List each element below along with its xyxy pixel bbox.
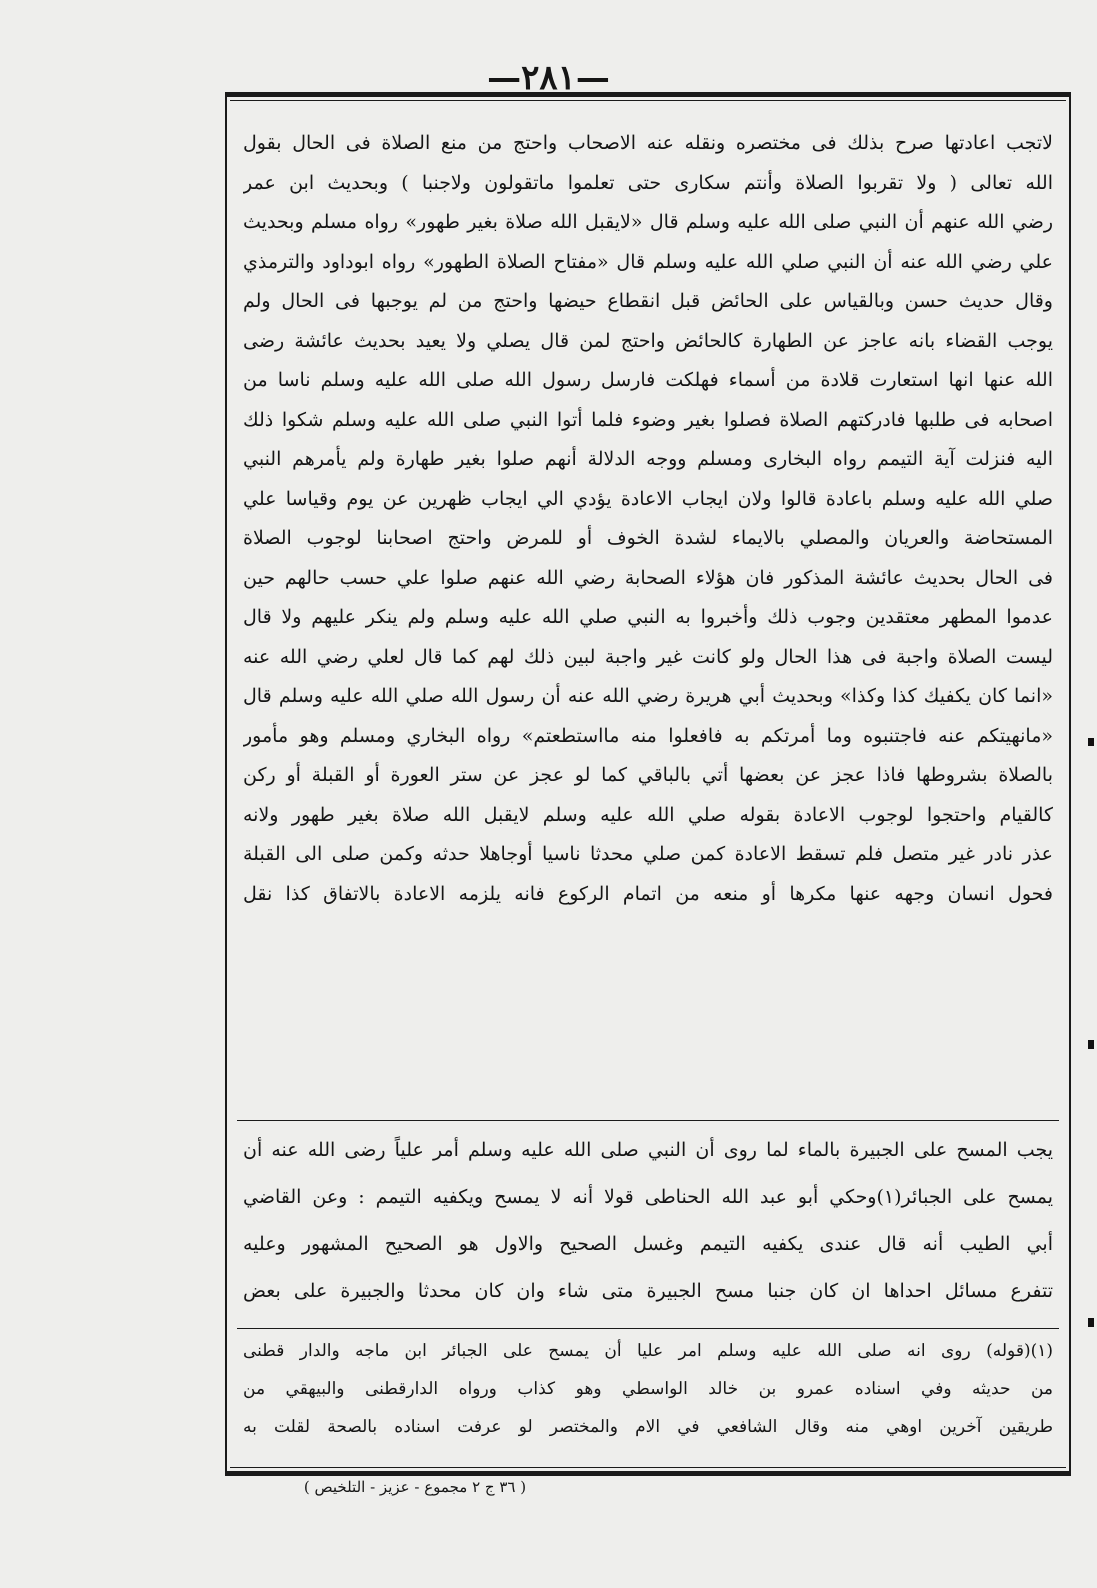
footnote-line: من حديثه وفي اسناده عمرو بن خالد الواسطي وهو كذاب ورواه الدارقطنى والبيهقي من	[243, 1379, 1053, 1399]
main-text-block	[243, 124, 1053, 914]
printer-signature: ( ٣٦ ج ٢ مجموع - عزيز - التلخيص )	[303, 1478, 527, 1496]
main-text-line: الله تعالى ( ولا تقربوا الصلاة وأنتم سكارى حتى تعلموا ماتقولون ولاجنبا ) وبحديث ابن عمر	[243, 171, 1053, 194]
margin-mark	[1088, 738, 1094, 746]
main-text-line: كالقيام واحتجوا لوجوب الاعادة بقوله صلي الله عليه وسلم لايقبل الله صلاة بغير طهور ولانه	[243, 803, 1053, 826]
commentary-line: يمسح على الجبائر(١)وحكي أبو عبد الله الحناطى قولا أنه لا يمسح ويكفيه التيمم : وعن القاضي	[243, 1186, 1053, 1208]
main-text-line: صلي الله عليه وسلم باعادة قالوا ولان ايجاب الاعادة يؤدي الي ايجاب ظهرين عن يوم وقياسا علي	[243, 487, 1053, 510]
main-text-line: يوجب القضاء بانه عاجز عن الطهارة كالحائض واحتج لمن قال يصلي ولا يعيد بحديث عائشة رضى	[243, 329, 1053, 352]
section-divider	[237, 1120, 1059, 1121]
footnote-divider	[237, 1328, 1059, 1329]
footnotes-block	[243, 1332, 1053, 1446]
main-text-line: فى الحال بحديث عائشة المذكور فان هؤلاء الصحابة رضي الله عنهم صلوا علي حسب حالهم حين	[243, 566, 1053, 589]
main-text-line: «انما كان يكفيك كذا وكذا» وبحديث أبي هريرة رضي الله عنه أن رسول الله صلي الله عليه وسلم قال	[243, 685, 1053, 707]
footnote-line: (١)(قوله) روى انه صلى الله عليه وسلم امر عليا أن يمسح على الجبائر ابن ماجه والدار قطنى	[243, 1341, 1053, 1361]
page-number: —٢٨١—	[487, 58, 610, 98]
commentary-line: أبي الطيب أنه قال عندى يكفيه التيمم وغسل الصحيح والاول هو الصحيح المشهور وعليه	[243, 1233, 1053, 1255]
main-text-line: ليست الصلاة واجبة فى هذا الحال ولو كانت غير واجبة لبين ذلك لهم كما قال لعلي رضي الله عنه	[243, 645, 1053, 668]
commentary-block	[243, 1127, 1053, 1315]
main-text-line: علي رضي الله عنه أن النبي صلي الله عليه وسلم قال «مفتاح الصلاة الطهور» رواه ابوداود والترمذي	[243, 250, 1053, 273]
main-text-line: رضي الله عنهم أن النبي صلى الله عليه وسلم قال «لايقبل الله صلاة بغير طهور» رواه مسلم وبحديث	[243, 211, 1053, 233]
main-text-line: فحول انسان وجهه عنها مكرها أو منعه من اتمام الركوع فانه يلزمه الاعادة بالاتفاق كذا نقل	[243, 882, 1053, 905]
main-text-line: اصحابه فى طلبها فادركتهم الصلاة فصلوا بغير وضوء فلما أتوا النبي صلى الله عليه وسلم شكوا ذلك	[243, 408, 1053, 431]
main-text-line: عدموا المطهر معتقدين وجوب ذلك وأخبروا به النبي صلي الله عليه وسلم ولم ينكر عليهم ولا قال	[243, 606, 1053, 628]
main-text-line: بالصلاة بشروطها فاذا عجز عن بعضها أتي بالباقي كما لو عجز عن ستر العورة أو القبلة أو ركن	[243, 764, 1053, 786]
main-text-line: لاتجب اعادتها صرح بذلك فى مختصره ونقله عنه الاصحاب واحتج من منع الصلاة فى الحال بقول	[243, 132, 1053, 154]
main-text-line: «مانهيتكم عنه فاجتنبوه وما أمرتكم به فافعلوا منه مااستطعتم» رواه البخاري ومسلم وهو مأمور	[243, 724, 1053, 747]
main-text-line: وقال حديث حسن وبالقياس على الحائض قبل انقطاع حيضها واحتج من لم يوجبها فى الحال ولم	[243, 290, 1053, 312]
main-text-line: الله عنها انها استعارت قلادة من أسماء فهلكت فارسل رسول الله صلى الله عليه وسلم ناسا من	[243, 369, 1053, 391]
margin-mark	[1088, 1040, 1094, 1049]
main-text-line: المستحاضة والعريان والمصلي بالايماء لشدة الخوف أو للمرض واحتج اصحابنا لوجوب الصلاة	[243, 527, 1053, 549]
commentary-line: يجب المسح على الجبيرة بالماء لما روى أن النبي صلى الله عليه وسلم أمر علياً رضى الله عنه أن	[243, 1139, 1053, 1161]
main-text-line: اليه فنزلت آية التيمم رواه البخارى ومسلم ووجه الدلالة أنهم صلوا بغير طهارة ولم يأمرهم النبي	[243, 448, 1053, 470]
commentary-line: تتفرع مسائل احداها ان كان جنبا مسح الجبيرة متى شاء وان كان محدثا والجبيرة على بعض	[243, 1280, 1053, 1302]
footnote-line: طريقين آخرين اوهي منه وقال الشافعي في الام والمختصر لو عرفت اسناده بالصحة لقلت به	[243, 1417, 1053, 1437]
margin-mark	[1088, 1318, 1094, 1327]
main-text-line: عذر نادر غير متصل فلم تسقط الاعادة كمن صلي محدثا ناسيا أوجاهلا حدثه وكمن صلى الى القبلة	[243, 843, 1053, 865]
